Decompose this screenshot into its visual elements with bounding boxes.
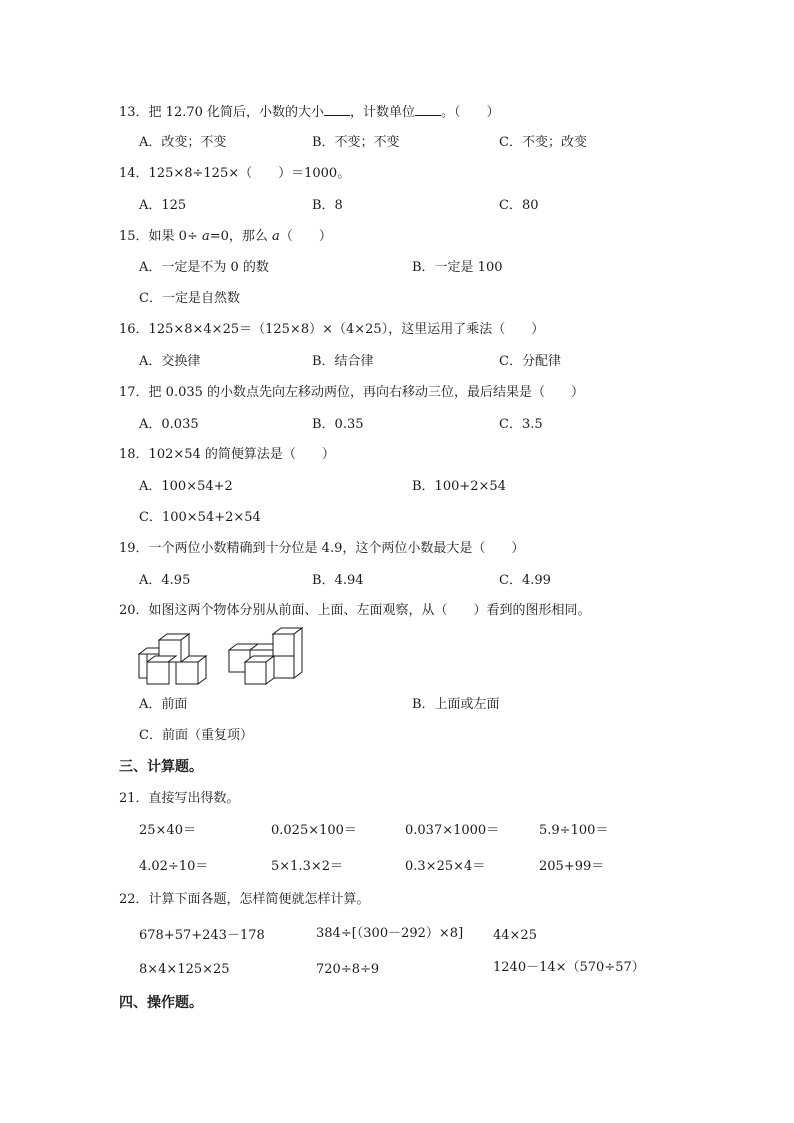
- q15-option-c[interactable]: C．一定是自然数: [139, 291, 240, 306]
- q16-option-a[interactable]: A．交换律: [139, 354, 201, 369]
- q17-option-c[interactable]: C．3.5: [499, 417, 543, 432]
- q21-item: 5×1.3×2＝: [271, 859, 344, 874]
- q18-option-a[interactable]: A．100×54+2: [139, 479, 233, 494]
- q21-item: 4.02÷10＝: [139, 859, 209, 874]
- q19-option-b[interactable]: B．4.94: [312, 573, 364, 588]
- question-17: 17．把 0.035 的小数点先向左移动两位，再向右移动三位，最后结果是（ ）: [119, 385, 585, 400]
- q13-text-mid: ，计数单位: [350, 105, 416, 120]
- q21-item: 205+99＝: [539, 859, 605, 874]
- q21-item: 0.025×100＝: [271, 823, 357, 838]
- q19-option-a[interactable]: A．4.95: [139, 573, 191, 588]
- q22-item: 1240－14×（570÷57）: [493, 960, 645, 975]
- q16-option-b[interactable]: B．结合律: [312, 354, 374, 369]
- q22-item: 44×25: [493, 928, 537, 943]
- q21-item: 25×40＝: [139, 823, 196, 838]
- q20-option-a[interactable]: A．前面: [139, 697, 188, 712]
- q13-option-b[interactable]: B．不变；不变: [312, 135, 400, 150]
- q13-blank-1[interactable]: [324, 104, 350, 116]
- q13-text-post: 。（ ）: [441, 105, 500, 120]
- q22-item: 8×4×125×25: [139, 962, 230, 977]
- q13-blank-2[interactable]: [415, 104, 441, 116]
- question-18: 18．102×54 的简便算法是（ ）: [119, 447, 335, 462]
- question-16: 16．125×8×4×25＝（125×8）×（4×25），这里运用了乘法（ ）: [119, 322, 545, 337]
- q22-item: 384÷[（300－292）×8]: [316, 926, 464, 941]
- q21-item: 0.037×1000＝: [405, 823, 500, 838]
- q17-option-b[interactable]: B．0.35: [312, 417, 364, 432]
- q18-option-b[interactable]: B．100+2×54: [412, 479, 506, 494]
- q19-option-c[interactable]: C．4.99: [499, 573, 551, 588]
- question-15: [119, 229, 332, 245]
- q14-option-c[interactable]: C．80: [499, 198, 539, 213]
- q15-variable-a: a: [201, 229, 210, 244]
- q18-option-c[interactable]: C．100×54+2×54: [139, 510, 261, 525]
- section-3-heading: 三、计算题。: [119, 759, 203, 775]
- question-13: [119, 104, 500, 121]
- q15-text-mid: =0，那么: [209, 229, 273, 244]
- q22-item: 678+57+243－178: [139, 928, 265, 943]
- question-14: 14．125×8÷125×（ ）＝1000。: [119, 166, 351, 181]
- q13-option-a[interactable]: A．改变；不变: [139, 135, 227, 150]
- q16-option-c[interactable]: C．分配律: [499, 354, 561, 369]
- question-19: 19．一个两位小数精确到十分位是 4.9，这个两位小数最大是（ ）: [119, 541, 525, 556]
- q21-item: 5.9÷100＝: [539, 823, 609, 838]
- q21-item: 0.3×25×4＝: [405, 859, 486, 874]
- q15-variable-a-2: a: [272, 229, 280, 244]
- q15-text-pre: 15．如果 0÷: [119, 229, 202, 244]
- q13-text-pre: 13．把 12.70 化简后，小数的大小: [119, 105, 325, 120]
- question-20: 20．如图这两个物体分别从前面、上面、左面观察，从（ ）看到的图形相同。: [119, 603, 591, 618]
- q22-item: 720÷8÷9: [316, 962, 380, 977]
- question-21: 21．直接写出得数。: [119, 791, 240, 806]
- section-4-heading: 四、操作题。: [119, 995, 203, 1011]
- q20-option-b[interactable]: B．上面或左面: [412, 697, 500, 712]
- q14-option-a[interactable]: A．125: [139, 198, 187, 213]
- q15-text-post: （ ）: [279, 229, 332, 244]
- q14-option-b[interactable]: B．8: [312, 198, 343, 213]
- q15-option-b[interactable]: B．一定是 100: [412, 260, 503, 275]
- q20-option-c[interactable]: C．前面（重复项）: [139, 728, 253, 743]
- cube-figure-2: [228, 626, 304, 688]
- q17-option-a[interactable]: A．0.035: [139, 417, 199, 432]
- cube-figure-1: [138, 632, 210, 688]
- q13-option-c[interactable]: C．不变；改变: [499, 135, 587, 150]
- question-22: 22．计算下面各题，怎样简便就怎样计算。: [119, 892, 370, 907]
- q15-option-a[interactable]: A．一定是不为 0 的数: [139, 260, 269, 275]
